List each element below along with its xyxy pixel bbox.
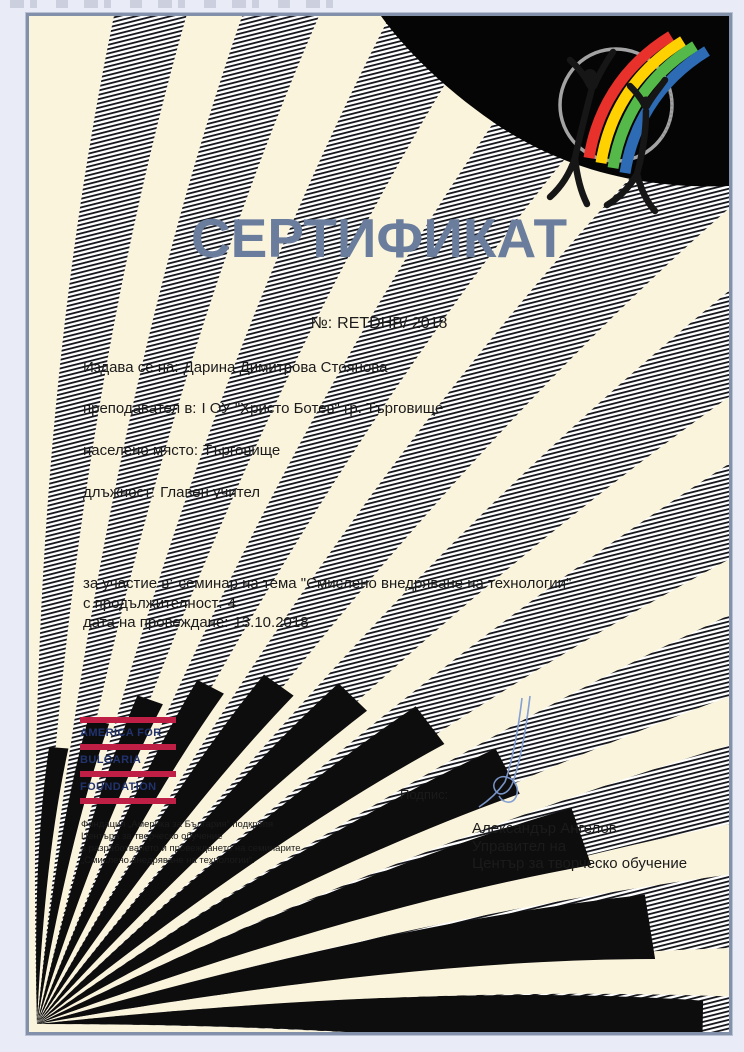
signature-label: Подпис: (400, 787, 449, 802)
abf-logo-line-3: FOUNDATION (80, 781, 157, 793)
field-participation: за участие в: семинар на тема "Смислено внедряване на технологии" (83, 575, 572, 592)
field-issued-to: Издава се на: Дарина Димитрова Стоянова (83, 359, 388, 376)
funder-note-line: Центъра за творческо обучение (81, 831, 223, 842)
field-position: длъжност: Главен учител (83, 484, 261, 501)
funder-note-line: „Смислено внедряване на технологии“. (81, 855, 255, 866)
certificate (26, 13, 732, 1035)
signatory-role: Управител на (472, 837, 567, 855)
certificate-title: СЕРТИФИКАТ (190, 207, 568, 269)
field-teacher-at: преподавател в: I ОУ "Христо Ботев" гр. Търговище (83, 400, 444, 417)
field-date: дата на провеждане: 13.10.2018 (83, 614, 309, 631)
signatory-name: Александър Ангелов (472, 820, 617, 837)
field-settlement: населено място: Търговище (83, 442, 281, 459)
signatory-org: Център за творческо обучение (472, 855, 688, 872)
certificate-artwork (29, 16, 729, 1032)
funder-note-line: Фондация „Америка за България“ подкрепя (81, 819, 274, 830)
abf-logo-line-1: AMERICA FOR (80, 727, 162, 739)
field-duration: с продължителност: 4 (83, 595, 236, 612)
funder-note-line: в разработването и провеждането на семинарите (81, 843, 301, 854)
certificate-number-value: RETDHB/ 2018 (337, 315, 448, 332)
abf-logo-line-2: BULGARIA (80, 754, 142, 766)
certificate-number-label: №: (310, 315, 333, 332)
clipped-text-remnant (10, 0, 340, 8)
